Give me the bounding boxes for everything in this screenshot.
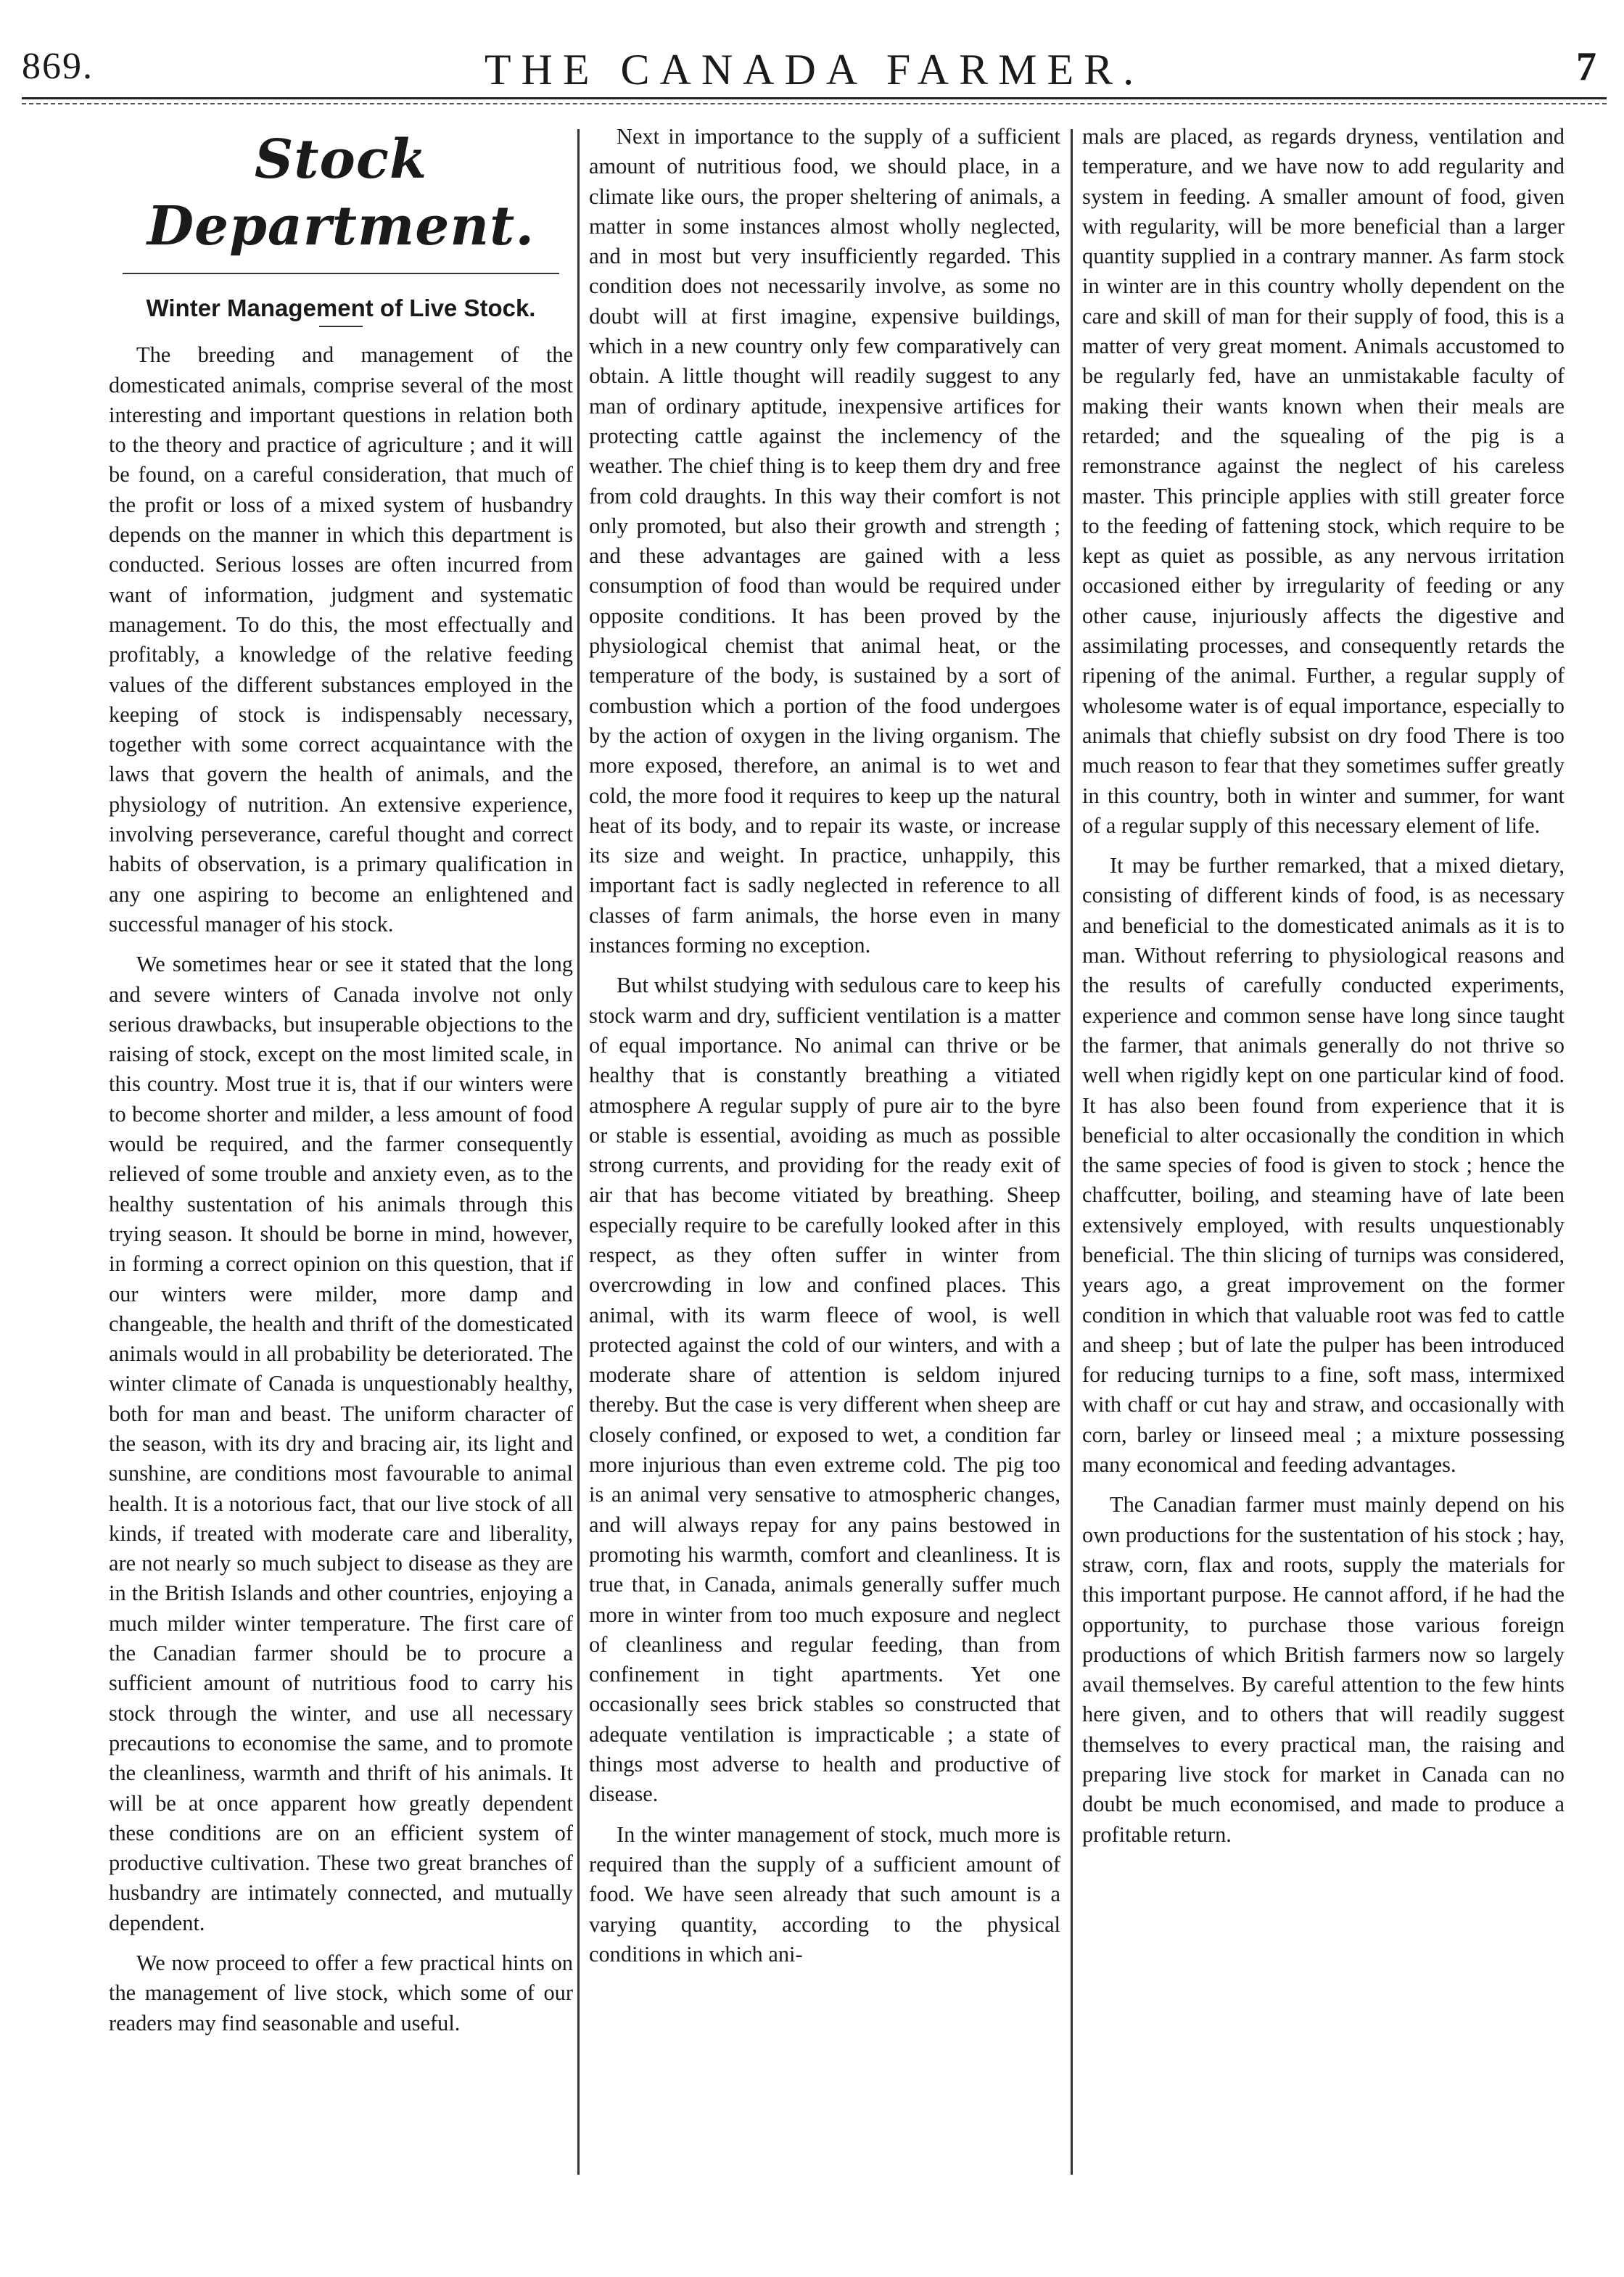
page-number-right: 7 <box>1576 44 1596 89</box>
title-rule <box>319 326 363 327</box>
paragraph: We now proceed to offer a few practical hints on the management of live stock, which some of our readers may find seasonable and useful. <box>109 1951 573 2035</box>
newspaper-title: THE CANADA FARMER. <box>484 46 1145 94</box>
column-2 <box>589 122 1060 1980</box>
page-number-left: 869. <box>22 46 94 87</box>
paragraph: The breeding and management of the domesticated animals, comprise several of the most interesting and important questions in relation both to the theory and practice of agriculture ; and it will be found, on a careful consideration, that much of the profit or loss of a mixed system of husbandry depends on the manner in which this department is conducted. Serious losses are often incurred from want of information, judgment and systematic management. To do this, the most effectually and profitably, a knowledge of the relative feeding values of the different substances employed in the keeping of stock is indispensably necessary, together with some correct acquaintance with the laws that govern the health of animals, and the physiology of nutrition. An extensive experience, involving perseverance, careful thought and correct habits of observation, is a primary qualification in any one aspiring to become an enlightened and successful manager of his stock. <box>109 342 573 936</box>
column-divider <box>1071 129 1073 2175</box>
masthead <box>22 39 1607 112</box>
paragraph: The Canadian farmer must mainly depend on his own productions for the sustentation of his stock ; hay, straw, corn, flax and roots, supply the materials for this important purpose. He cannot afford, if he had the opportunity, to purchase those various foreign productions of which British farmers now so largely avail themselves. By careful attention to the few hints here given, and to others that will readily suggest themselves to every practical man, the raising and preparing live stock for market in Canada can no doubt be much economised, and made to produce a profitable return. <box>1082 1492 1565 1847</box>
paragraph: But whilst studying with sedulous care to keep his stock warm and dry, sufficient ventilation is a matter of equal importance. No animal can thrive or be healthy that is constantly breathing a vitiated atmosphere A regular supply of pure air to the byre or stable is essential, avoiding as much as possible strong currents, and providing for the ready exit of air that has become vitiated by breathing. Sheep especially require to be carefully looked after in this respect, as they often suffer in winter from overcrowding in low and confined places. This animal, with its warm fleece of wool, is well protected against the cold of our winters, and with a moderate share of attention is seldom injured thereby. But the case is very different when sheep are closely confined, or exposed to wet, a condition far more injurious than even extreme cold. The pig too is an animal very sensative to atmospheric changes, and will always repay for any pains bestowed in promoting his warmth, comfort and cleanliness. It is true that, in Canada, animals generally suffer much more in winter from too much exposure and neglect of cleanliness and regular feeding, than from confinement in tight apartments. Yet one occasionally sees brick stables so constructed that adequate ventilation is impracticable ; a state of things most adverse to health and productive of disease. <box>589 973 1060 1807</box>
article-title: Winter Management of Live Stock. <box>146 295 536 321</box>
header-rule-dashed <box>22 103 1607 104</box>
paragraph: We sometimes hear or see it stated that the long and severe winters of Canada involve not only serious drawbacks, but insuperable objections to the raising of stock, except on the most limited scale, in this country. Most true it is, that if our winters were to become shorter and milder, a less amount of food would be required, and the farmer consequently relieved of some trouble and anxiety even, as to the healthy sustentation of his animals through this trying season. It should be borne in mind, however, in forming a correct opinion on this question, that if our winters were milder, more damp and changeable, the health and thrift of the domesticated animals would in all probability be deteriorated. The winter climate of Canada is unquestionably healthy, both for man and beast. The uniform character of the season, with its dry and bracing air, its light and sunshine, are conditions most favourable to animal health. It is a notorious fact, that our live stock of all kinds, if treated with moderate care and liberality, are not nearly so much subject to disease as they are in the British Islands and other countries, enjoying a much milder winter temperature. The first care of the Canadian farmer should be to procure a sufficient amount of nutritious food to carry his stock through the winter, and use all necessary precautions to economise the same, and to promote the cleanliness, warmth and thrift of his animals. It will be at once apparent how greatly dependent these conditions are on an efficient system of productive cultivation. These two great branches of husbandry are intimately connected, and mutually dependent. <box>109 952 573 1935</box>
header-rule <box>22 97 1607 99</box>
column-3 <box>1082 122 1565 1860</box>
paragraph: mals are placed, as regards dryness, ventilation and temperature, and we have now to add regularity and system in feeding. A smaller amount of food, given with regularity, will be more beneficial than a larger quantity supplied in a contrary manner. As farm stock in winter are in this country wholly dependent on the care and skill of man for their supply of food, this is a matter of very great moment. Animals accustomed to be regularly fed, have an unmistakable faculty of making their wants known when their meals are retarded; and the squealing of the pig is a remonstrance against the neglect of his careless master. This principle applies with still greater force to the feeding of fattening stock, which require to be kept as quiet as possible, as any nervous irritation occasioned either by irregularity of feeding or any other cause, injuriously affects the digestive and assimilating processes, and consequently retards the ripening of the animal. Further, a regular supply of wholesome water is of equal importance, especially to animals that chiefly subsist on dry food There is too much reason to fear that they sometimes suffer greatly in this country, both in winter and summer, for want of a regular supply of this necessary element of life. <box>1082 124 1565 838</box>
column-1 <box>109 122 573 2049</box>
paragraph: It may be further remarked, that a mixed dietary, consisting of different kinds of food, is as necessary and beneficial to the domesticated animals as it is to man. Without referring to physiological reasons and the results of carefully conducted experiments, experience and common sense have long since taught the farmer, that animals generally do not thrive so well when rigidly kept on one particular kind of food. It has also been found from experience that it is beneficial to alter occasionally the condition in which the same species of food is given to stock ; hence the chaffcutter, boiling, and steaming have of late been extensively employed, with results unquestionably beneficial. The thin slicing of turnips was considered, years ago, a great improvement on the former condition in which that valuable root was fed to cattle and sheep ; but of late the pulper has been introduced for reducing turnips to a fine, soft mass, intermixed with chaff or cut hay and straw, and occasionally with corn, barley or linseed meal ; a mixture possessing many economical and feeding advantages. <box>1082 853 1565 1478</box>
column-divider <box>577 129 580 2175</box>
section-rule <box>123 273 559 274</box>
paragraph: In the winter management of stock, much more is required than the supply of a sufficient amount of food. We have seen already that such amount is a varying quantity, according to the physical conditions in which ani- <box>589 1821 1060 1967</box>
department-heading: Stock Department. <box>147 128 535 258</box>
paragraph: Next in importance to the supply of a sufficient amount of nutritious food, we should place, in a climate like ours, the proper sheltering of animals, a matter in some instances almost wholly neglected, and in most but very insufficiently regarded. This condition does not necessarily involve, as some no doubt will at first imagine, expensive buildings, which in a new country only few comparatively can obtain. A little thought will readily suggest to any man of ordinary aptitude, inexpensive artifices for protecting cattle against the inclemency of the weather. The chief thing is to keep them dry and free from cold draughts. In this way their comfort is not only promoted, but also their growth and strength ; and these advantages are gained with a less consumption of food than would be required under opposite conditions. It has been proved by the physiological chemist that animal heat, or the temperature of the body, is sustained by a sort of combustion which a portion of the food undergoes by the action of oxygen in the living organism. The more exposed, therefore, an animal is to wet and cold, the more food it requires to keep up the natural heat of its body, and to repair its waste, or increase its size and weight. In practice, unhappily, this important fact is sadly neglected in reference to all classes of farm animals, the horse even in many instances forming no exception. <box>589 124 1060 958</box>
